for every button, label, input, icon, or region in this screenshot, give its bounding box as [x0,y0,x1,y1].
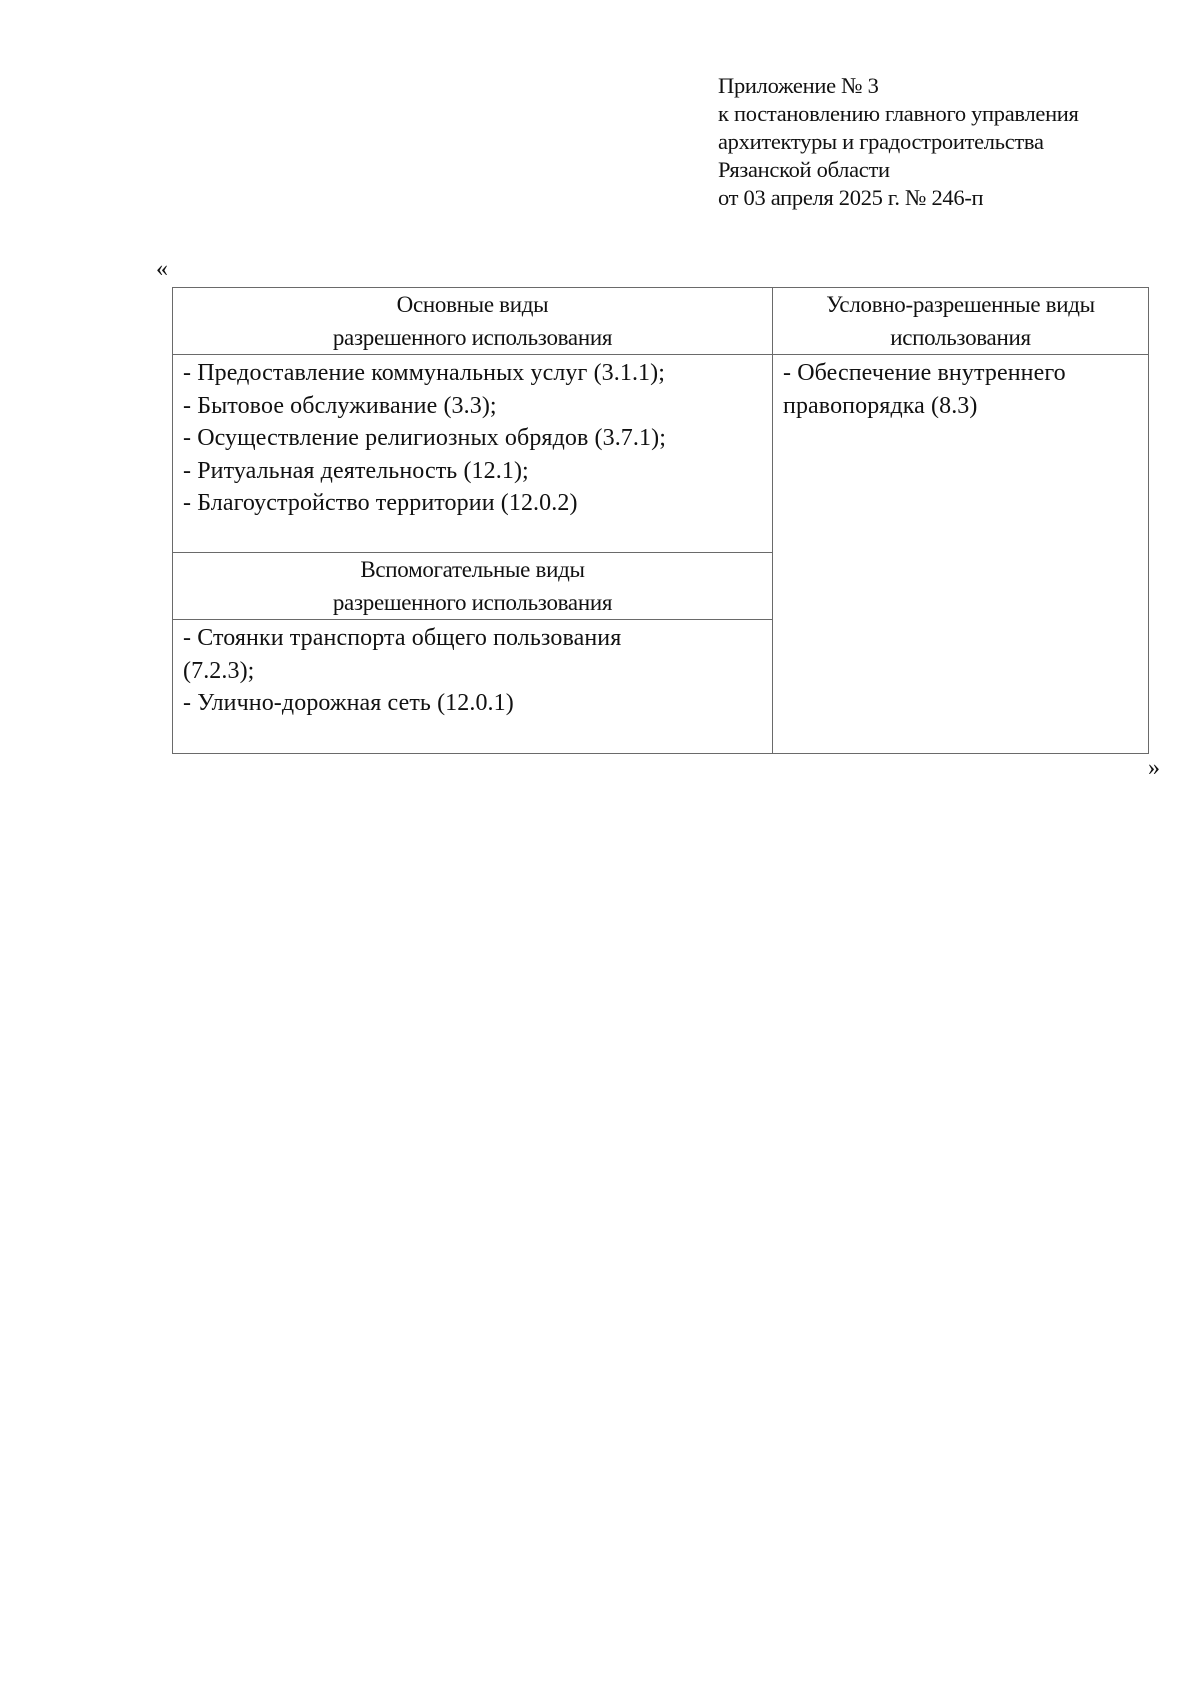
list-item: - Осуществление религиозных обрядов (3.7.1); [183,425,666,451]
auxiliary-uses-header-line-1: Вспомогательные виды [360,557,585,582]
auxiliary-uses-header-line-2: разрешенного использования [332,590,613,615]
main-uses-header [173,288,773,355]
zoning-table [172,287,1149,754]
appendix-line-2: к постановлению главного управления [718,101,1079,126]
conditional-uses-list [773,355,1149,754]
conditional-uses-header-line-1: Условно-разрешенные виды [826,292,1095,317]
appendix-date: от 03 апреля 2025 г. № 246-п [718,185,984,210]
auxiliary-uses-header [173,553,773,620]
auxiliary-uses-list [173,620,773,754]
list-item: - Предоставление коммунальных услуг (3.1.1); [183,360,666,386]
main-uses-header-line-2: разрешенного использования [332,325,613,350]
list-item: правопорядка (8.3) [783,392,978,419]
conditional-uses-header [773,288,1149,355]
table-row [173,355,1149,553]
table-header-row [173,288,1149,355]
list-item: - Ритуальная деятельность (12.1); [183,457,529,484]
opening-quote: « [156,256,168,282]
appendix-header [718,72,1178,212]
list-item: - Благоустройство территории (12.0.2) [183,490,578,516]
main-uses-list [173,355,773,553]
list-item: - Стоянки транспорта общего пользования [183,625,622,651]
appendix-line-3: архитектуры и градостроительства [718,129,1044,154]
list-item: - Улично-дорожная сеть (12.0.1) [183,690,514,716]
conditional-uses-header-line-2: использования [890,325,1031,350]
closing-quote: » [1148,755,1160,781]
list-item: - Бытовое обслуживание (3.3); [183,392,497,419]
list-item: (7.2.3); [183,657,255,684]
appendix-line-4: Рязанской области [718,157,890,182]
main-uses-header-line-1: Основные виды [396,292,549,317]
list-item: - Обеспечение внутреннего [783,360,1066,386]
appendix-title: Приложение № 3 [718,73,879,98]
